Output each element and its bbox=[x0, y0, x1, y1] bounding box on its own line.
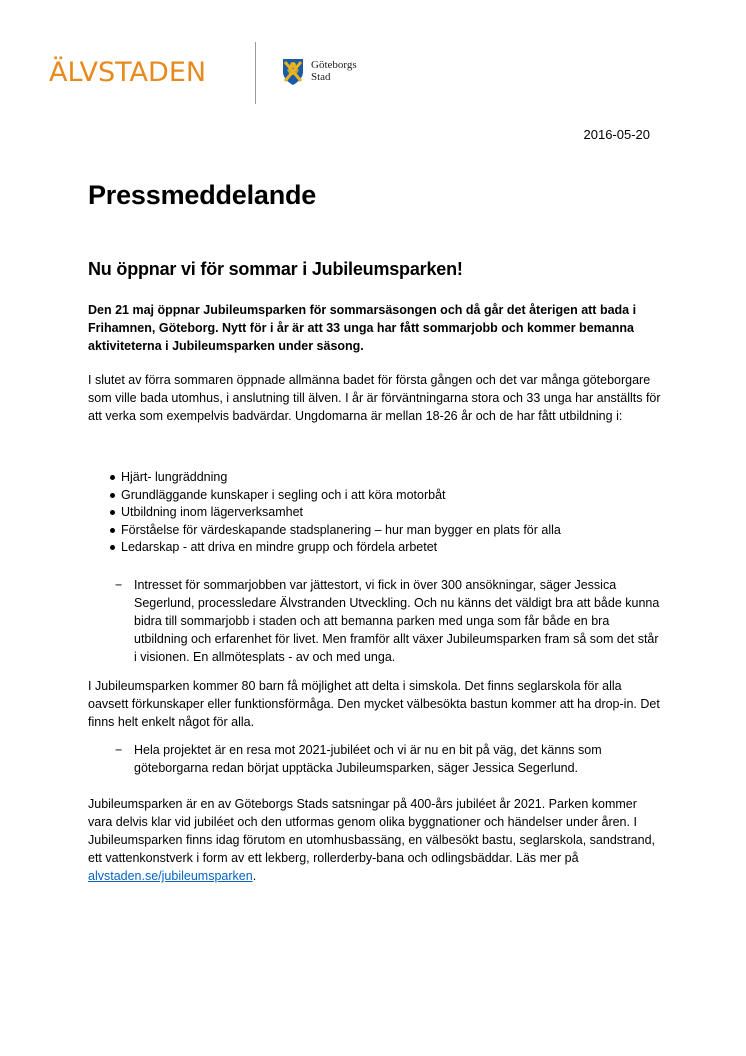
document-headline: Nu öppnar vi för sommar i Jubileumsparken! bbox=[88, 259, 463, 279]
training-list bbox=[88, 469, 664, 557]
body-paragraph-1: I slutet av förra sommaren öppnade allmänna badet för första gången och det var många göteborgare som ville bada utomhus, i anslutning till älven. I år är förväntningarna stora och 33 unga har anställts för att verka som exempelvis badvärdar. Ungdomarna är mellan 18-26 år och de har fått utbildning i: bbox=[88, 373, 661, 423]
document-date: 2016-05-20 bbox=[583, 127, 650, 142]
jubileumsparken-link[interactable]: alvstaden.se/jubileumsparken bbox=[88, 869, 253, 883]
header-divider bbox=[255, 42, 256, 104]
end-punctuation: . bbox=[252, 869, 257, 883]
lead-paragraph: Den 21 maj öppnar Jubileumsparken för sommarsäsongen och då går det återigen att bada i Frihamnen, Göteborg. Nytt för i år är att 33 unga har fått sommarjobb och kommer bemanna aktiviteterna i Jubileumsparken under säsong. bbox=[88, 303, 637, 353]
dash-marker: − bbox=[115, 743, 123, 757]
goteborg-crest-icon bbox=[281, 57, 305, 87]
list-item: Förståelse för värdeskapande stadsplanering – hur man bygger en plats för alla bbox=[121, 522, 561, 537]
city-name-line2: Stad bbox=[311, 71, 331, 83]
body-paragraph-3 bbox=[88, 795, 664, 885]
document-title: Pressmeddelande bbox=[88, 180, 317, 210]
dash-marker: − bbox=[115, 578, 123, 592]
quote-2-text: Hela projektet är en resa mot 2021-jubiléet och vi är nu en bit på väg, det känns som göteborgarna redan börjat upptäcka Jubileumsparken, säger Jessica Segerlund. bbox=[134, 743, 602, 775]
goteborgs-stad-wordmark bbox=[311, 59, 357, 83]
quote-1 bbox=[88, 576, 664, 666]
list-item: Ledarskap - att driva en mindre grupp och fördela arbetet bbox=[121, 540, 438, 554]
quote-2 bbox=[88, 741, 664, 777]
body-paragraph-2: I Jubileumsparken kommer 80 barn få möjlighet att delta i simskola. Det finns seglarskola för alla oavsett förkunskaper eller funktionsförmåga. Den mycket välbesökta bastun kommer att ha drop-in. Det finns helt enkelt något för alla. bbox=[88, 679, 660, 729]
list-item: Hjärt- lungräddning bbox=[121, 470, 228, 484]
quote-1-text: Intresset för sommarjobben var jättestort, vi fick in över 300 ansökningar, säger Jessica Segerlund, processledare Älvstranden Utveckling. Och nu känns det väldigt bra att både kunna bidra till sommarjobb i staden och att bemanna parken med unga som får både en bra utbildning och erfarenhet för livet. Men framför allt växer Jubileumsparken fram så som det står i visionen. En allmötesplats - av och med unga. bbox=[134, 578, 660, 664]
body-paragraph-3-text: Jubileumsparken är en av Göteborgs Stads satsningar på 400-års jubiléet år 2021. Parken kommer vara delvis klar vid jubiléet och den utformas genom olika byggnationer och händelser under åren. I Jubileumsparken finns idag förutom en utomhusbassäng, en välbesökt bastu, seglarskola, sandstrand, ett vattenkonstverk i form av ett lekberg, rollerderby-bana och odlingsbäddar. Läs mer på bbox=[88, 797, 655, 865]
alvstaden-logo: ÄLVSTADEN bbox=[49, 57, 207, 88]
city-name-line1: Göteborgs bbox=[311, 59, 357, 71]
list-item: Utbildning inom lägerverksamhet bbox=[121, 505, 304, 519]
list-item: Grundläggande kunskaper i segling och i att köra motorbåt bbox=[121, 487, 446, 502]
